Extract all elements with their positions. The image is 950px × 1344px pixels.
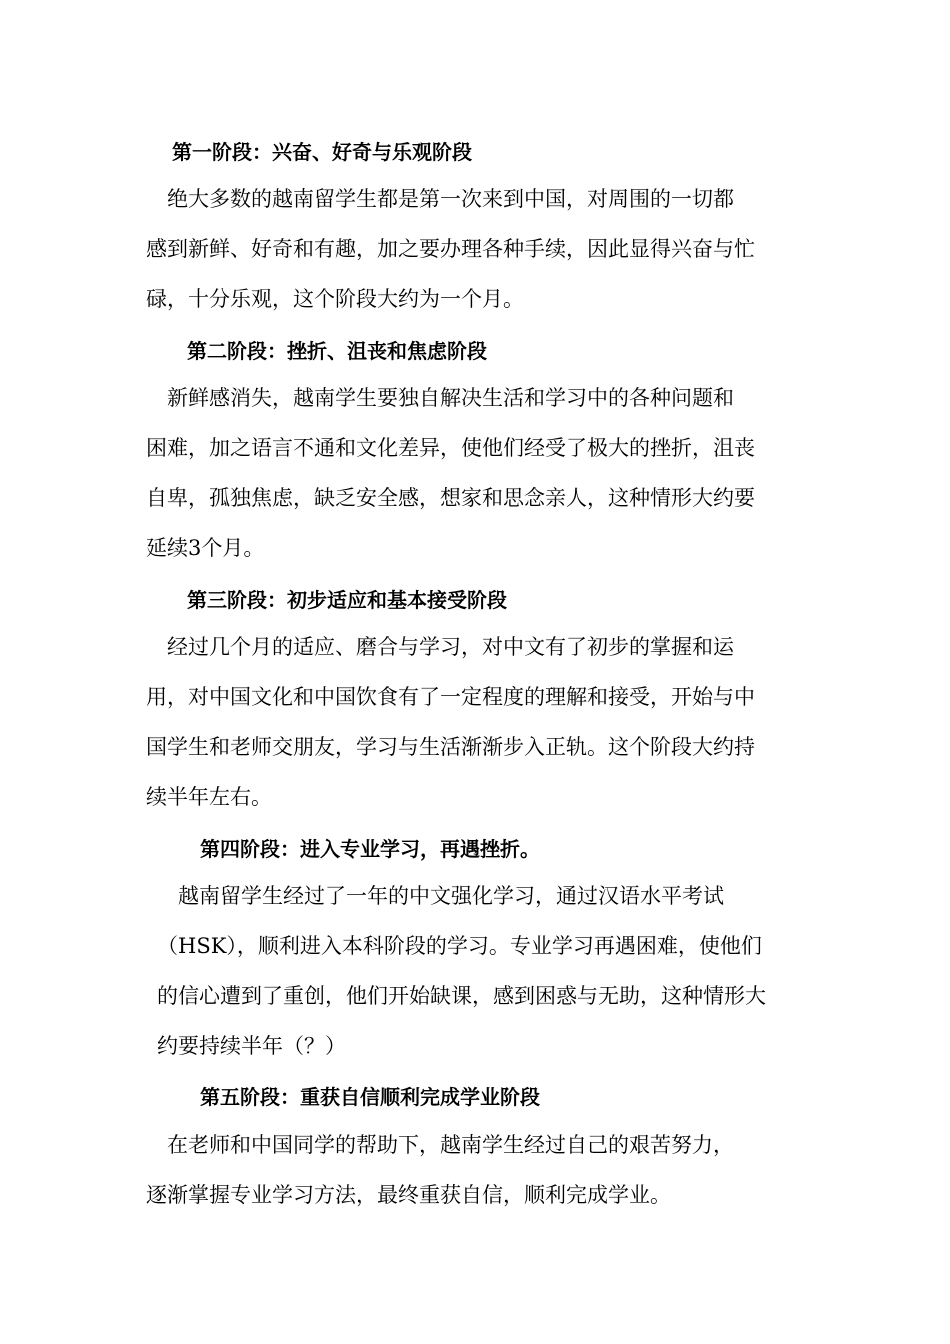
paragraph-line: 困难，加之语言不通和文化差异，使他们经受了极大的挫折，沮丧 — [146, 436, 755, 460]
paragraph-line: （HSK），顺利进入本科阶段的学习。专业学习再遇困难，使他们 — [157, 934, 762, 958]
section-heading-1: 第一阶段：兴奋、好奇与乐观阶段 — [172, 140, 472, 164]
section-paragraph-2 — [146, 373, 816, 573]
paragraph-line: 感到新鲜、好奇和有趣，加之要办理各种手续，因此显得兴奋与忙 — [146, 237, 755, 261]
paragraph-line: 用，对中国文化和中国饮食有了一定程度的理解和接受，开始与中 — [146, 685, 755, 709]
section-paragraph-5 — [146, 1120, 816, 1220]
section-heading-4: 第四阶段：进入专业学习，再遇挫折。 — [200, 837, 540, 861]
paragraph-line: 国学生和老师交朋友，学习与生活渐渐步入正轨。这个阶段大约持 — [146, 735, 755, 759]
paragraph-line: 碌，十分乐观，这个阶段大约为一个月。 — [146, 287, 524, 311]
section-heading-3: 第三阶段：初步适应和基本接受阶段 — [187, 588, 507, 612]
paragraph-line: 新鲜感消失，越南学生要独自解决生活和学习中的各种问题和 — [146, 386, 734, 410]
paragraph-line: 逐渐掌握专业学习方法，最终重获自信，顺利完成学业。 — [146, 1183, 671, 1207]
paragraph-line: 约要持续半年（？） — [157, 1034, 346, 1058]
paragraph-line: 越南留学生经过了一年的中文强化学习，通过汉语水平考试 — [157, 884, 724, 908]
paragraph-line: 续半年左右。 — [146, 785, 272, 809]
section-paragraph-1 — [146, 174, 816, 324]
section-heading-2: 第二阶段：挫折、沮丧和焦虑阶段 — [187, 339, 487, 363]
paragraph-line: 自卑，孤独焦虑，缺乏安全感，想家和思念亲人，这种情形大约要 — [146, 486, 755, 510]
paragraph-line: 绝大多数的越南留学生都是第一次来到中国，对周围的一切都 — [146, 187, 734, 211]
paragraph-line: 延续3个月。 — [146, 536, 265, 560]
paragraph-line: 经过几个月的适应、磨合与学习，对中文有了初步的掌握和运 — [146, 635, 734, 659]
section-paragraph-3 — [146, 622, 816, 822]
paragraph-line: 的信心遭到了重创，他们开始缺课，感到困惑与无助，这种情形大 — [157, 984, 766, 1008]
section-heading-5: 第五阶段：重获自信顺利完成学业阶段 — [200, 1085, 540, 1109]
paragraph-line: 在老师和中国同学的帮助下，越南学生经过自己的艰苦努力， — [146, 1133, 734, 1157]
section-paragraph-4 — [157, 871, 827, 1071]
